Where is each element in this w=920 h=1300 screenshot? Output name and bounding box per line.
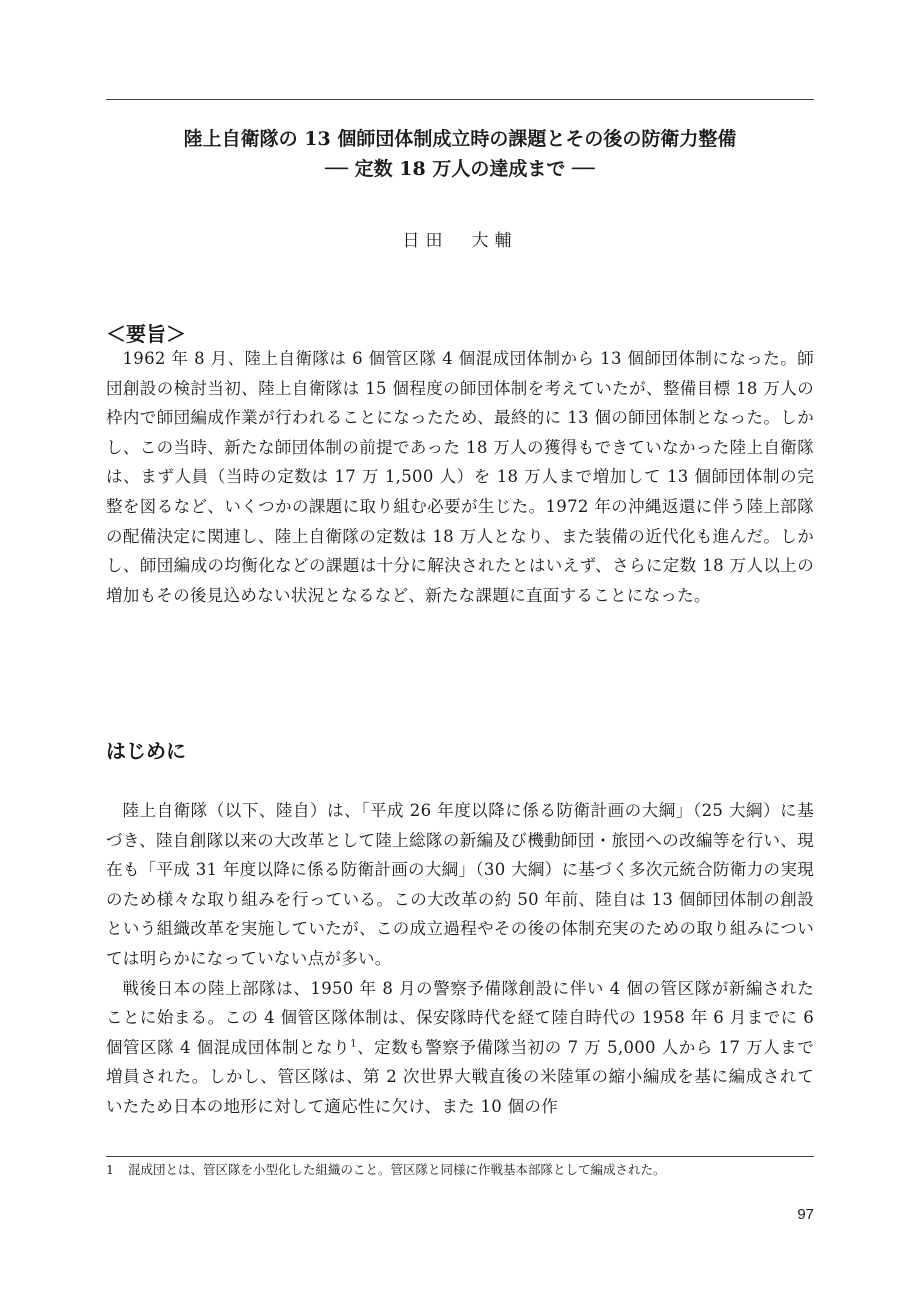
footnote-text: 混成団とは、管区隊を小型化した組織のこと。管区隊と同様に作戦基本部隊として編成された。 xyxy=(128,1162,666,1177)
introduction-paragraph-1: 陸上自衛隊（以下、陸自）は、「平成 26 年度以降に係る防衛計画の大綱」（25 大綱）に基づき、陸自創隊以来の大改革として陸上総隊の新編及び機動師団・旅団への改編等を行い、現在も「平成 31 年度以降に係る防衛計画の大綱」（30 大綱）に基づく多次元統合防衛力の実現のため様々な取り組みを行っている。この大改革の約 50 年前、陸自は 13 個師団体制の創設という組織改革を実施していたが、この成立過程やその後の体制充実のための取り組みについては明らかになっていない点が多い。 xyxy=(106,801,814,968)
article-title-block xyxy=(106,124,814,184)
paragraph-2-part-2: 、定数も警察予備隊当初の 7 万 5,000 人から 17 万人まで増員された。しかし、管区隊は、第 2 次世界大戦直後の米陸軍の縮小編成を基に編成されていたため日本の地形に対して適応性に欠け、また 10 個の作 xyxy=(106,1037,814,1116)
footnote-reference[interactable]: 1 xyxy=(350,1038,357,1050)
abstract-body xyxy=(106,344,814,610)
footnote-rule xyxy=(106,1156,814,1157)
article-subtitle: ── 定数 18 万人の達成まで ── xyxy=(325,158,595,180)
abstract-heading: ＜要旨＞ xyxy=(106,322,186,346)
footnote xyxy=(106,1161,814,1179)
section-heading-introduction: はじめに xyxy=(106,739,186,763)
abstract-paragraph: 1962 年 8 月、陸上自衛隊は 6 個管区隊 4 個混成団体制から 13 個師団体制になった。師団創設の検討当初、陸上自衛隊は 15 個程度の師団体制を考えていたが、整備目標 18 万人の枠内で師団編成作業が行われることになったため、最終的に 13 個の師団体制となった。しかし、この当時、新たな師団体制の前提であった 18 万人の獲得もできていなかった陸上自衛隊は、まず人員（当時の定数は 17 万 1,500 人）を 18 万人まで増加して 13 個師団体制の完整を図るなど、いくつかの課題に取り組む必要が生じた。1972 年の沖縄返還に伴う陸上部隊の配備決定に関連し、陸上自衛隊の定数は 18 万人となり、また装備の近代化も進んだ。しかし、師団編成の均衡化などの課題は十分に解決されたとはいえず、さらに定数 18 万人以上の増加もその後見込めない状況となるなど、新たな課題に直面することになった。 xyxy=(106,349,814,605)
footnote-number: 1 xyxy=(106,1162,114,1177)
header-rule xyxy=(106,99,814,100)
author-name: 日田 大輔 xyxy=(402,231,518,251)
introduction-body xyxy=(106,796,814,1122)
introduction-paragraph-2 xyxy=(106,974,814,1122)
article-title: 陸上自衛隊の 13 個師団体制成立時の課題とその後の防衛力整備 xyxy=(183,128,737,150)
paragraph-2-part-1: 戦後日本の陸上部隊は、1950 年 8 月の警察予備隊創設に伴い 4 個の管区隊が新編されたことに始まる。この 4 個管区隊体制は、保安隊時代を経て陸自時代の 1958 年 6 月までに 6 個管区隊 4 個混成団体制となり xyxy=(106,978,814,1057)
page-number: 97 xyxy=(797,1206,814,1223)
